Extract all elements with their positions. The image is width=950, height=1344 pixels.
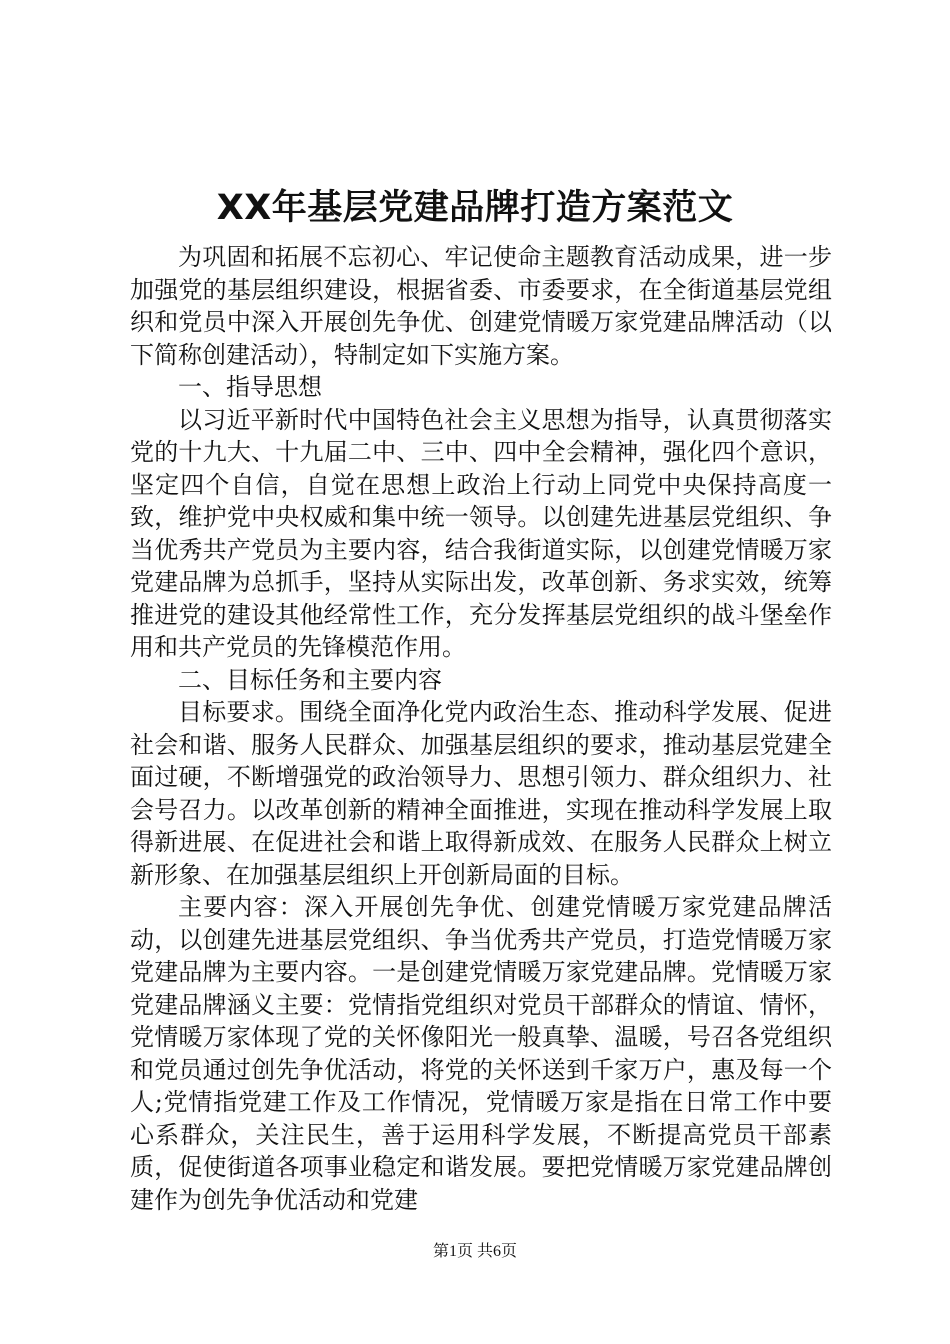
paragraph-guiding-ideology: 以习近平新时代中国特色社会主义思想为指导，认真贯彻落实党的十九大、十九届二中、三中、四中全会精神，强化四个意识，坚定四个自信，自觉在思想上政治上行动上同党中央保持高度一致，维护党中央权威和集中统一领导。以创建先进基层党组织、争当优秀共产党员为主要内容，结合我街道实际，以创建党情暖万家党建品牌为总抓手，坚持从实际出发，改革创新、务求实效，统筹推进党的建设其他经常性工作，充分发挥基层党组织的战斗堡垒作用和共产党员的先锋模范作用。 (130, 405, 832, 661)
document-title: XX年基层党建品牌打造方案范文 (216, 188, 734, 228)
heading-goals-content: 二、目标任务和主要内容 (178, 665, 442, 694)
paragraph-main-content: 主要内容：深入开展创先争优、创建党情暖万家党建品牌活动，以创建先进基层党组织、争当优秀共产党员，打造党情暖万家党建品牌为主要内容。一是创建党情暖万家党建品牌。党情暖万家党建品牌涵义主要：党情指党组织对党员干部群众的情谊、情怀，党情暖万家体现了党的关怀像阳光一般真挚、温暖，号召各党组织和党员通过创先争优活动，将党的关怀送到千家万户，惠及每一个人;党情指党建工作及工作情况，党情暖万家是指在日常工作中要心系群众，关注民生，善于运用科学发展，不断提高党员干部素质，促使街道各项事业稳定和谐发展。要把党情暖万家党建品牌创建作为创先争优活动和党建 (130, 893, 832, 1214)
page-footer: 第1页 共6页 (432, 1243, 517, 1260)
heading-guiding-ideology: 一、指导思想 (178, 373, 322, 401)
document-body (130, 241, 832, 1216)
paragraph-goals: 目标要求。围绕全面净化党内政治生态、推动科学发展、促进社会和谐、服务人民群众、加强基层组织的要求，推动基层党建全面过硬，不断增强党的政治领导力、思想引领力、群众组织力、社会号召力。以改革创新的精神全面推进，实现在推动科学发展上取得新进展、在促进社会和谐上取得新成效、在服务人民群众上树立新形象、在加强基层组织上开创新局面的目标。 (130, 698, 832, 889)
paragraph-intro: 为巩固和拓展不忘初心、牢记使命主题教育活动成果，进一步加强党的基层组织建设，根据省委、市委要求，在全街道基层党组织和党员中深入开展创先争优、创建党情暖万家党建品牌活动（以下简称创建活动），特制定如下实施方案。 (130, 243, 832, 369)
